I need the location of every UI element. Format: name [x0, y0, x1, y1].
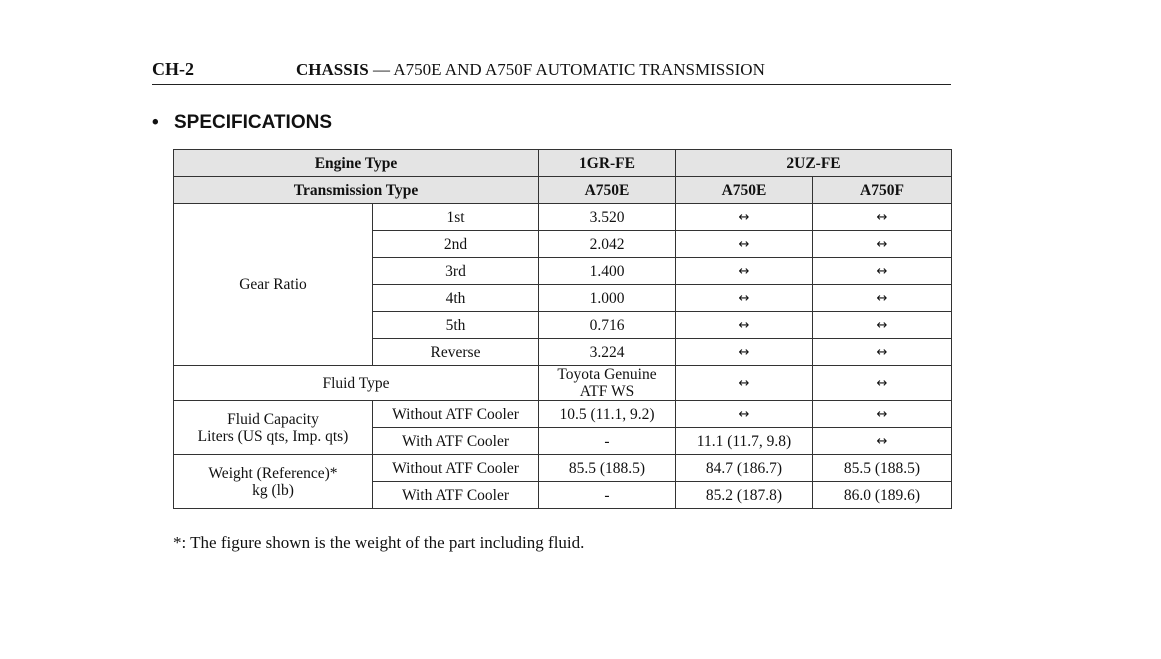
gear-label: 1st: [373, 204, 539, 231]
gear-ratio-label: Gear Ratio: [174, 204, 373, 366]
fluid-type-value-line1: Toyota Genuine: [557, 366, 657, 383]
same-as-left-icon: ↔: [813, 312, 952, 339]
engine-1gr-fe: 1GR-FE: [539, 150, 676, 177]
trans-type-3: A750F: [813, 177, 952, 204]
page-header: [152, 56, 951, 85]
weight-value: 85.2 (187.8): [676, 482, 813, 509]
fluid-type-value-line2: ATF WS: [579, 383, 635, 400]
section-heading: [152, 112, 332, 134]
condition-label: Without ATF Cooler: [373, 401, 539, 428]
gear-label: 2nd: [373, 231, 539, 258]
section-title: SPECIFICATIONS: [174, 112, 332, 133]
table-row: [174, 401, 952, 428]
table-row: [174, 204, 952, 231]
same-as-left-icon: ↔: [813, 339, 952, 366]
trans-type-2: A750E: [676, 177, 813, 204]
gear-label: Reverse: [373, 339, 539, 366]
fluid-type-label: Fluid Type: [174, 366, 539, 401]
same-as-left-icon: ↔: [813, 258, 952, 285]
engine-2uz-fe: 2UZ-FE: [676, 150, 952, 177]
condition-label: With ATF Cooler: [373, 428, 539, 455]
gear-value: 2.042: [539, 231, 676, 258]
footnote: *: The figure shown is the weight of the part including fluid.: [173, 533, 585, 552]
weight-value: 86.0 (189.6): [813, 482, 952, 509]
table-row: [174, 455, 952, 482]
weight-value: -: [539, 482, 676, 509]
same-as-left-icon: ↔: [676, 285, 813, 312]
capacity-value: 10.5 (11.1, 9.2): [539, 401, 676, 428]
weight-value: 85.5 (188.5): [539, 455, 676, 482]
same-as-left-icon: ↔: [676, 204, 813, 231]
specifications-table: [173, 149, 952, 509]
page-title-bold: CHASSIS: [296, 60, 369, 79]
capacity-value: -: [539, 428, 676, 455]
gear-value: 3.224: [539, 339, 676, 366]
weight-label: [174, 455, 373, 509]
same-as-left-icon: ↔: [676, 339, 813, 366]
weight-value: 84.7 (186.7): [676, 455, 813, 482]
same-as-left-icon: ↔: [676, 401, 813, 428]
capacity-value: 11.1 (11.7, 9.8): [676, 428, 813, 455]
same-as-left-icon: ↔: [813, 366, 952, 401]
same-as-left-icon: ↔: [813, 285, 952, 312]
table-row: [174, 150, 952, 177]
fluid-type-value: [539, 366, 676, 401]
engine-type-label: Engine Type: [174, 150, 539, 177]
fluid-capacity-label-line2: Liters (US qts, Imp. qts): [197, 427, 349, 445]
condition-label: Without ATF Cooler: [373, 455, 539, 482]
table-row: [174, 366, 952, 401]
same-as-left-icon: ↔: [676, 258, 813, 285]
same-as-left-icon: ↔: [813, 401, 952, 428]
same-as-left-icon: ↔: [813, 204, 952, 231]
fluid-capacity-label-line1: Fluid Capacity: [227, 410, 319, 428]
transmission-type-label: Transmission Type: [174, 177, 539, 204]
gear-value: 0.716: [539, 312, 676, 339]
table-row: [174, 177, 952, 204]
page-title: [296, 60, 765, 80]
same-as-left-icon: ↔: [676, 366, 813, 401]
same-as-left-icon: ↔: [813, 428, 952, 455]
gear-label: 5th: [373, 312, 539, 339]
page-title-rest: — A750E AND A750F AUTOMATIC TRANSMISSION: [368, 60, 765, 79]
fluid-capacity-label: [174, 401, 373, 455]
gear-value: 1.400: [539, 258, 676, 285]
gear-label: 3rd: [373, 258, 539, 285]
same-as-left-icon: ↔: [813, 231, 952, 258]
chapter-number: CH-2: [152, 59, 194, 79]
same-as-left-icon: ↔: [676, 312, 813, 339]
bullet-icon: •: [152, 112, 159, 133]
gear-value: 3.520: [539, 204, 676, 231]
gear-label: 4th: [373, 285, 539, 312]
weight-label-line1: Weight (Reference)*: [208, 464, 338, 482]
trans-type-1: A750E: [539, 177, 676, 204]
same-as-left-icon: ↔: [676, 231, 813, 258]
weight-label-line2: kg (lb): [252, 481, 294, 499]
gear-value: 1.000: [539, 285, 676, 312]
condition-label: With ATF Cooler: [373, 482, 539, 509]
weight-value: 85.5 (188.5): [813, 455, 952, 482]
